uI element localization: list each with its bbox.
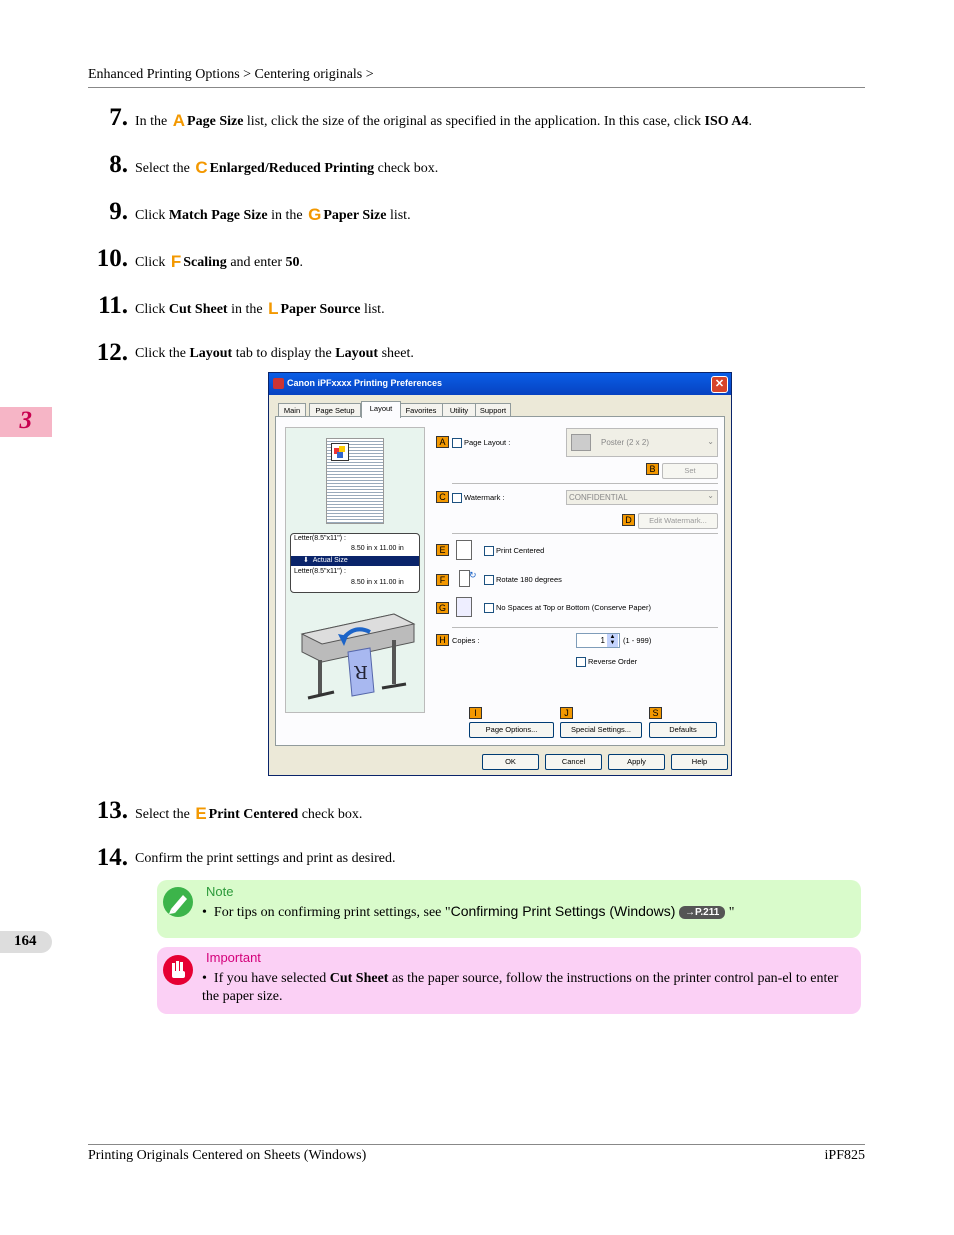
print-centered-label: Print Centered [496, 546, 545, 555]
print-centered-checkbox[interactable] [484, 546, 494, 556]
note-title: Note [206, 884, 234, 899]
important-title: Important [206, 950, 261, 965]
tab-layout[interactable]: Layout [361, 401, 401, 418]
dialog-title-bar [269, 373, 731, 395]
svg-text:R: R [354, 661, 368, 682]
tab-utility[interactable]: Utility [442, 403, 476, 417]
rotate-180-label: Rotate 180 degrees [496, 575, 562, 584]
tab-support[interactable]: Support [475, 403, 511, 417]
reverse-order-checkbox[interactable] [576, 657, 586, 667]
important-body: • If you have selected Cut Sheet as the paper source, follow the instructions on the printer control pan-el to enter the paper size. [202, 971, 839, 1004]
rotate-180-checkbox[interactable] [484, 575, 494, 585]
copies-label: Copies : [452, 636, 480, 645]
label-g: G [436, 602, 449, 614]
footer-title: Printing Originals Centered on Sheets (Windows) [88, 1148, 367, 1163]
label-f: F [436, 574, 449, 586]
print-centered-icon [456, 540, 472, 560]
label-j: J [560, 707, 573, 719]
preview-area [285, 427, 425, 713]
label-d: D [622, 514, 635, 526]
page-layout-checkbox[interactable] [452, 438, 462, 448]
copies-input[interactable]: 1 ▲ ▼ [576, 633, 620, 648]
defaults-button[interactable]: Defaults [649, 722, 717, 738]
stop-hand-icon [163, 955, 193, 985]
chevron-down-icon: ⌄ [707, 437, 714, 446]
poster-layout-icon [571, 434, 591, 451]
footer-model: iPF825 [824, 1148, 865, 1163]
label-e: E [436, 544, 449, 556]
paper-size-info: Letter(8.5"x11") : 8.50 in x 11.00 in ⬇ Actual Size Letter(8.5"x11") : 8.50 in x 11.00 in [290, 533, 420, 593]
page-layout-select[interactable]: Poster (2 x 2) ⌄ [566, 428, 718, 457]
reverse-order-label: Reverse Order [588, 657, 638, 666]
watermark-label: Watermark : [464, 493, 505, 502]
layout-panel [275, 416, 725, 746]
set-button[interactable]: Set [662, 463, 718, 479]
ok-button[interactable]: OK [482, 754, 539, 770]
tab-main[interactable]: Main [278, 403, 306, 417]
important-box [157, 947, 861, 1014]
page-number: 164 [0, 931, 52, 953]
page-options-button[interactable]: Page Options... [469, 722, 554, 738]
chevron-down-icon: ⌄ [707, 491, 714, 500]
no-spaces-icon [456, 597, 472, 617]
note-body: • For tips on confirming print settings, see "Confirming Print Settings (Windows) →P.211 " [202, 903, 735, 920]
note-box [157, 880, 861, 938]
label-b: B [646, 463, 659, 475]
pencil-icon [163, 887, 193, 917]
note-link[interactable]: Confirming Print Settings (Windows) [450, 903, 676, 919]
page-layout-label: Page Layout : [464, 438, 511, 447]
label-c: C [436, 491, 449, 503]
label-s: S [649, 707, 662, 719]
copies-range: (1 - 999) [623, 636, 652, 645]
edit-watermark-button[interactable]: Edit Watermark... [638, 513, 718, 529]
dialog-title: Canon iPFxxxx Printing Preferences [287, 378, 443, 388]
breadcrumb: Enhanced Printing Options > Centering originals > [88, 67, 865, 88]
cancel-button[interactable]: Cancel [545, 754, 602, 770]
label-a: A [436, 436, 449, 448]
chapter-tab: 3 [0, 407, 52, 437]
watermark-select[interactable]: CONFIDENTIAL ⌄ [566, 490, 718, 505]
label-h: H [436, 634, 449, 646]
no-spaces-checkbox[interactable] [484, 603, 494, 613]
page-reference-badge[interactable]: →P.211 [679, 906, 725, 919]
tab-page-setup[interactable]: Page Setup [309, 403, 361, 417]
page-preview [326, 438, 384, 524]
page-image-icon [331, 443, 349, 461]
close-icon[interactable]: ✕ [711, 376, 728, 393]
footer [88, 1144, 865, 1163]
apply-button[interactable]: Apply [608, 754, 665, 770]
no-spaces-label: No Spaces at Top or Bottom (Conserve Paper) [496, 603, 651, 612]
tab-favorites[interactable]: Favorites [399, 403, 443, 417]
printing-preferences-dialog [268, 372, 732, 776]
label-i: I [469, 707, 482, 719]
printer-illustration [294, 604, 420, 704]
watermark-checkbox[interactable] [452, 493, 462, 503]
special-settings-button[interactable]: Special Settings... [560, 722, 642, 738]
help-button[interactable]: Help [671, 754, 728, 770]
spinner-icon[interactable]: ▲ ▼ [607, 634, 618, 647]
rotate-icon: ↻ [454, 570, 474, 586]
printer-icon [273, 378, 284, 389]
